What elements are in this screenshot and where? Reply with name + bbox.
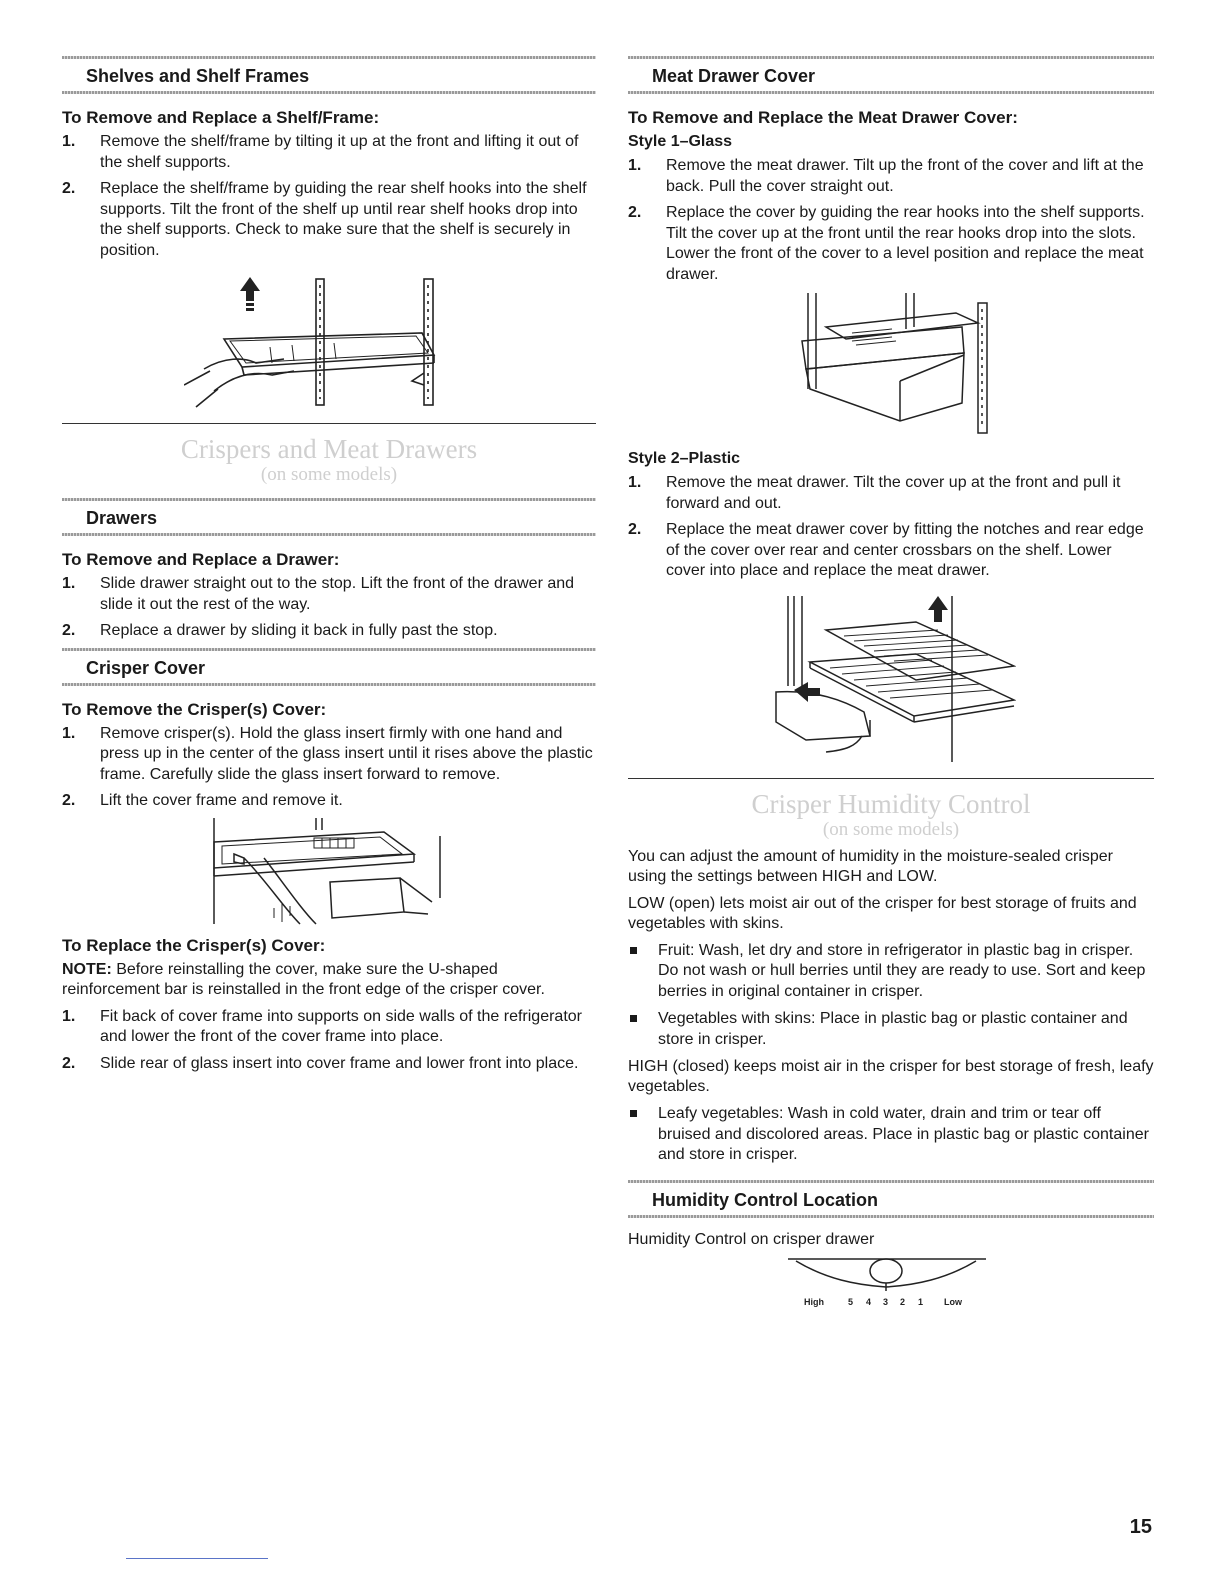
page-number: 15 xyxy=(1129,1516,1152,1538)
procedure-heading: To Remove and Replace a Drawer: xyxy=(62,550,340,569)
section-band-crisper-cover xyxy=(62,648,596,686)
step-number: 2. xyxy=(62,180,76,197)
high-setting-text: HIGH (closed) keeps moist air in the crisper for best storage of fresh, leafy vegetables. xyxy=(628,1058,1154,1095)
step-number: 1. xyxy=(62,1007,76,1025)
procedure-heading: To Replace the Crisper(s) Cover: xyxy=(62,935,326,955)
step-number: 1. xyxy=(628,474,642,491)
crisper-remove-steps xyxy=(62,724,596,812)
step-item xyxy=(62,621,596,642)
step-item xyxy=(628,156,1154,197)
low-setting-text: LOW (open) lets moist air out of the crisper for best storage of fruits and vegetables with skins. xyxy=(628,894,1137,932)
dial-label-4: 4 xyxy=(866,1296,872,1307)
step-text: Replace a drawer by sliding it back in fully past the stop. xyxy=(100,622,498,639)
dial-label-1: 1 xyxy=(918,1296,924,1307)
section-subtitle: (on some models) xyxy=(822,818,960,840)
crisper-cover-illustration xyxy=(204,818,454,926)
step-number: 2. xyxy=(62,622,76,639)
bullet-text: Fruit: Wash, let dry and store in refrigerator in plastic bag in crisper. Do not wash or hull berries until they are ready to use. Sort and keep berries in original container in crisper. xyxy=(658,941,1146,1000)
band-title: Drawers xyxy=(86,508,158,528)
bullet-item xyxy=(628,1104,1154,1166)
step-number: 1. xyxy=(62,724,76,742)
bullet-item xyxy=(628,1009,1154,1050)
arrow-left-icon xyxy=(794,682,820,702)
left-column xyxy=(62,56,596,1080)
step-text: Slide rear of glass insert into cover frame and lower front into place. xyxy=(100,1054,579,1072)
bullet-text: Vegetables with skins: Place in plastic bag or plastic container and store in crisper. xyxy=(658,1010,1128,1048)
divider xyxy=(62,423,596,424)
step-number: 1. xyxy=(62,133,76,150)
band-title: Meat Drawer Cover xyxy=(652,66,816,86)
bullet-square-icon xyxy=(630,1110,637,1117)
step-item xyxy=(62,1007,596,1048)
step-number: 2. xyxy=(62,792,76,809)
procedure-heading: To Remove the Crisper(s) Cover: xyxy=(62,699,327,719)
section-subtitle: (on some models) xyxy=(260,464,398,485)
high-bullets xyxy=(628,1104,1154,1166)
crisper-replace-steps xyxy=(62,1007,596,1075)
band-title: Humidity Control Location xyxy=(652,1189,878,1210)
band-title: Shelves and Shelf Frames xyxy=(86,66,310,86)
step-number: 1. xyxy=(628,157,642,174)
procedure-heading: To Remove and Replace the Meat Drawer Cover: xyxy=(628,108,1018,127)
band-title: Crisper Cover xyxy=(86,657,206,678)
step-text: Slide drawer straight out to the stop. Lift the front of the drawer and slide it out the rest of the way. xyxy=(100,575,575,613)
section-title: Crisper Humidity Control xyxy=(751,788,1031,819)
procedure-heading: To Remove and Replace a Shelf/Frame: xyxy=(62,108,380,127)
step-text: Replace the cover by guiding the rear hooks into the shelf supports. Tilt the cover up at the front until the rear hooks drop into the slots. Lower the front of the cover to a level position and replace the meat drawer. xyxy=(666,204,1145,283)
bullet-text: Leafy vegetables: Wash in cold water, drain and trim or tear off bruised and discolored areas. Place in plastic bag or plastic container and store in crisper. xyxy=(658,1105,1149,1163)
low-bullets xyxy=(628,941,1154,1051)
step-text: Remove the shelf/frame by tilting it up at the front and lifting it out of the shelf supports. xyxy=(100,133,579,171)
dial-label-3: 3 xyxy=(883,1296,889,1307)
section-band-humidity-location xyxy=(628,1180,1154,1218)
meat-drawer-plastic-illustration xyxy=(766,596,1016,764)
step-text: Remove the meat drawer. Tilt up the front of the cover and lift at the back. Pull the cover straight out. xyxy=(666,157,1144,195)
step-item xyxy=(62,574,596,615)
bullet-square-icon xyxy=(630,947,637,954)
step-number: 2. xyxy=(628,521,642,538)
right-column xyxy=(628,56,1154,1313)
step-text: Remove crisper(s). Hold the glass insert firmly with one hand and press up in the center of the glass insert until it rises above the plastic frame. Carefully slide the glass insert forward to remove. xyxy=(100,724,593,783)
drawer-steps xyxy=(62,574,596,642)
humidity-dial-diagram xyxy=(786,1257,996,1313)
style1-steps xyxy=(628,156,1154,285)
dial-label-low: Low xyxy=(944,1296,962,1307)
step-text: Replace the meat drawer cover by fitting the notches and rear edge of the cover over rear and center crossbars on the shelf. Lower cover into place and replace the meat drawer. xyxy=(666,521,1144,579)
step-item xyxy=(628,473,1154,514)
section-band-meat-drawer-cover xyxy=(628,56,1154,94)
step-number: 2. xyxy=(62,1054,76,1072)
dial-label-2: 2 xyxy=(900,1296,906,1307)
style-heading: Style 2–Plastic xyxy=(628,450,741,467)
step-number: 2. xyxy=(628,204,642,221)
bullet-item xyxy=(628,941,1154,1003)
arrow-up-icon xyxy=(240,277,260,301)
note-paragraph xyxy=(62,960,596,1000)
style2-steps xyxy=(628,473,1154,582)
shelf-steps xyxy=(62,132,596,261)
meat-drawer-glass-illustration xyxy=(786,293,996,437)
step-text: Lift the cover frame and remove it. xyxy=(100,792,343,809)
section-title: Crispers and Meat Drawers xyxy=(180,434,478,464)
step-item xyxy=(62,791,596,812)
dial-label-5: 5 xyxy=(848,1296,854,1307)
step-item xyxy=(62,1054,596,1075)
style-heading: Style 1–Glass xyxy=(628,133,733,150)
note-text: Before reinstalling the cover, make sure the U-shaped reinforcement bar is reinstalled in the front edge of the crisper cover. xyxy=(62,960,545,998)
step-text: Replace the shelf/frame by guiding the rear shelf hooks into the shelf supports. Tilt the front of the shelf up until rear shelf hooks drop into the shelf supports. Check to make sure that the shelf is securely in position. xyxy=(100,180,587,259)
step-item xyxy=(628,203,1154,285)
dial-label-high: High xyxy=(804,1296,824,1307)
step-text: Remove the meat drawer. Tilt the cover up at the front and pull it forward and out. xyxy=(666,474,1121,512)
step-number: 1. xyxy=(62,575,76,592)
note-label: NOTE: xyxy=(62,960,112,978)
step-item xyxy=(62,179,596,261)
bullet-square-icon xyxy=(630,1015,637,1022)
section-band-drawers xyxy=(62,498,596,536)
step-item xyxy=(62,724,596,786)
footer-line xyxy=(126,1558,268,1559)
section-band-shelves xyxy=(62,56,596,94)
step-item xyxy=(628,520,1154,582)
divider xyxy=(628,778,1154,779)
humidity-intro: You can adjust the amount of humidity in the moisture-sealed crisper using the settings between HIGH and LOW. xyxy=(628,847,1114,885)
location-text: Humidity Control on crisper drawer xyxy=(628,1230,875,1248)
step-text: Fit back of cover frame into supports on side walls of the refrigerator and lower the front of the cover frame into place. xyxy=(100,1007,582,1045)
step-item xyxy=(62,132,596,173)
shelf-illustration xyxy=(184,275,474,411)
arrow-up-icon xyxy=(928,596,948,622)
